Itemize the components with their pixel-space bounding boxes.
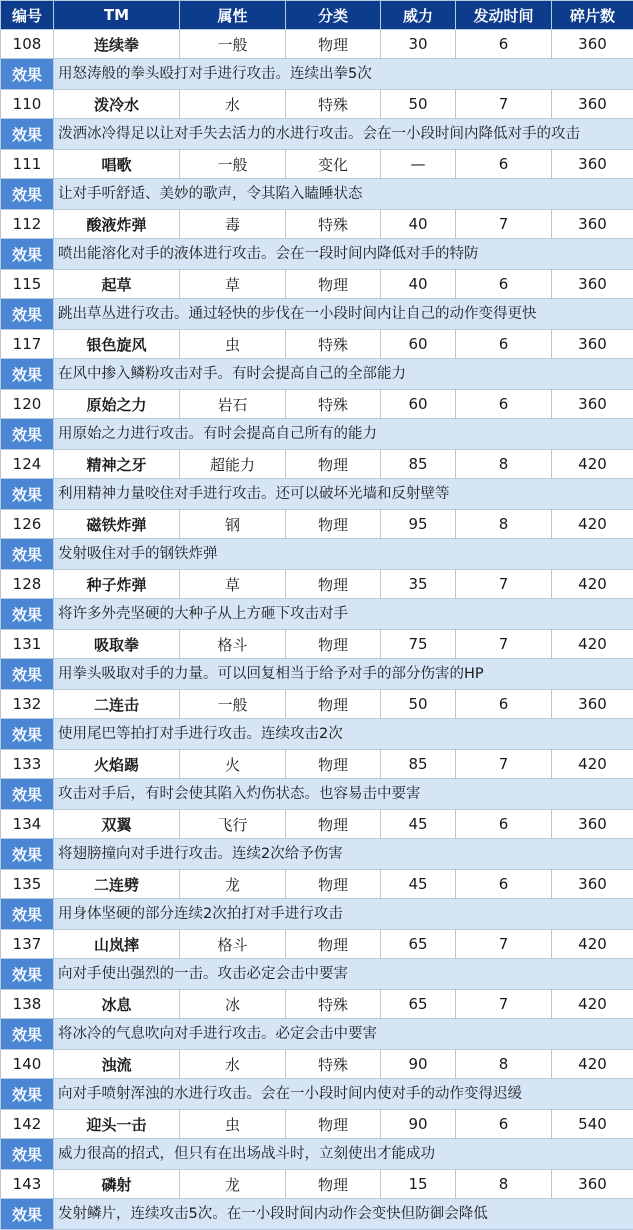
move-category: 物理 bbox=[286, 870, 381, 899]
effect-row bbox=[1, 479, 633, 510]
move-name: 磷射 bbox=[54, 1170, 180, 1199]
move-power: 60 bbox=[381, 390, 456, 419]
move-row bbox=[1, 330, 633, 359]
move-power: 50 bbox=[381, 690, 456, 719]
move-shards: 360 bbox=[552, 150, 633, 179]
move-shards: 360 bbox=[552, 690, 633, 719]
move-shards: 420 bbox=[552, 570, 633, 599]
effect-row bbox=[1, 59, 633, 90]
move-category: 特殊 bbox=[286, 390, 381, 419]
move-shards: 360 bbox=[552, 870, 633, 899]
move-shards: 420 bbox=[552, 630, 633, 659]
move-num: 115 bbox=[1, 270, 54, 299]
move-name: 浊流 bbox=[54, 1050, 180, 1079]
move-cast-time: 6 bbox=[456, 810, 552, 839]
move-row bbox=[1, 270, 633, 299]
effect-label: 效果 bbox=[1, 239, 54, 270]
move-category: 物理 bbox=[286, 750, 381, 779]
effect-label: 效果 bbox=[1, 299, 54, 330]
move-cast-time: 7 bbox=[456, 570, 552, 599]
effect-label: 效果 bbox=[1, 839, 54, 870]
move-shards: 360 bbox=[552, 270, 633, 299]
effect-text: 让对手听舒适、美妙的歌声，令其陷入瞌睡状态 bbox=[54, 179, 633, 210]
move-row bbox=[1, 510, 633, 539]
move-row bbox=[1, 150, 633, 179]
move-cast-time: 8 bbox=[456, 1170, 552, 1199]
move-name: 原始之力 bbox=[54, 390, 180, 419]
effect-label: 效果 bbox=[1, 1199, 54, 1230]
effect-text: 泼洒冰冷得足以让对手失去活力的水进行攻击。会在一小段时间内降低对手的攻击 bbox=[54, 119, 633, 150]
effect-label: 效果 bbox=[1, 59, 54, 90]
move-name: 种子炸弹 bbox=[54, 570, 180, 599]
move-row bbox=[1, 1050, 633, 1079]
move-cast-time: 7 bbox=[456, 210, 552, 239]
move-name: 冰息 bbox=[54, 990, 180, 1019]
move-name: 吸取拳 bbox=[54, 630, 180, 659]
move-type: 一般 bbox=[180, 150, 286, 179]
move-num: 137 bbox=[1, 930, 54, 959]
move-category: 物理 bbox=[286, 270, 381, 299]
effect-label: 效果 bbox=[1, 899, 54, 930]
effect-row bbox=[1, 839, 633, 870]
move-type: 钢 bbox=[180, 510, 286, 539]
move-type: 龙 bbox=[180, 1170, 286, 1199]
effect-label: 效果 bbox=[1, 479, 54, 510]
move-shards: 420 bbox=[552, 510, 633, 539]
move-row bbox=[1, 630, 633, 659]
effect-label: 效果 bbox=[1, 1019, 54, 1050]
effect-text: 发射鳞片，连续攻击5次。在一小段时间内动作会变快但防御会降低 bbox=[54, 1199, 633, 1230]
effect-row bbox=[1, 359, 633, 390]
move-type: 草 bbox=[180, 270, 286, 299]
move-power: — bbox=[381, 150, 456, 179]
effect-label: 效果 bbox=[1, 179, 54, 210]
move-num: 138 bbox=[1, 990, 54, 1019]
move-cast-time: 6 bbox=[456, 870, 552, 899]
move-type: 虫 bbox=[180, 330, 286, 359]
move-type: 冰 bbox=[180, 990, 286, 1019]
move-num: 111 bbox=[1, 150, 54, 179]
move-category: 特殊 bbox=[286, 330, 381, 359]
effect-text: 在风中掺入鳞粉攻击对手。有时会提高自己的全部能力 bbox=[54, 359, 633, 390]
move-cast-time: 6 bbox=[456, 150, 552, 179]
move-num: 134 bbox=[1, 810, 54, 839]
effect-label: 效果 bbox=[1, 419, 54, 450]
move-cast-time: 6 bbox=[456, 270, 552, 299]
move-num: 117 bbox=[1, 330, 54, 359]
move-name: 起草 bbox=[54, 270, 180, 299]
move-shards: 360 bbox=[552, 90, 633, 119]
effect-row bbox=[1, 239, 633, 270]
effect-row bbox=[1, 1019, 633, 1050]
move-num: 140 bbox=[1, 1050, 54, 1079]
move-row bbox=[1, 30, 633, 59]
move-category: 物理 bbox=[286, 510, 381, 539]
move-power: 40 bbox=[381, 270, 456, 299]
move-name: 精神之牙 bbox=[54, 450, 180, 479]
move-type: 格斗 bbox=[180, 930, 286, 959]
move-cast-time: 6 bbox=[456, 30, 552, 59]
move-type: 虫 bbox=[180, 1110, 286, 1139]
move-shards: 420 bbox=[552, 990, 633, 1019]
move-power: 75 bbox=[381, 630, 456, 659]
move-shards: 540 bbox=[552, 1110, 633, 1139]
move-name: 二连劈 bbox=[54, 870, 180, 899]
effect-row bbox=[1, 1199, 633, 1230]
effect-text: 使用尾巴等拍打对手进行攻击。连续攻击2次 bbox=[54, 719, 633, 750]
effect-label: 效果 bbox=[1, 1079, 54, 1110]
move-name: 连续拳 bbox=[54, 30, 180, 59]
move-num: 112 bbox=[1, 210, 54, 239]
move-category: 特殊 bbox=[286, 990, 381, 1019]
header-shards: 碎片数 bbox=[552, 1, 633, 30]
move-num: 133 bbox=[1, 750, 54, 779]
effect-text: 利用精神力量咬住对手进行攻击。还可以破坏光墙和反射壁等 bbox=[54, 479, 633, 510]
effect-row bbox=[1, 299, 633, 330]
move-cast-time: 7 bbox=[456, 990, 552, 1019]
move-type: 飞行 bbox=[180, 810, 286, 839]
move-category: 物理 bbox=[286, 1170, 381, 1199]
effect-text: 攻击对手后，有时会使其陷入灼伤状态。也容易击中要害 bbox=[54, 779, 633, 810]
move-category: 物理 bbox=[286, 1110, 381, 1139]
move-num: 126 bbox=[1, 510, 54, 539]
move-cast-time: 6 bbox=[456, 330, 552, 359]
effect-row bbox=[1, 419, 633, 450]
move-cast-time: 7 bbox=[456, 750, 552, 779]
move-row bbox=[1, 750, 633, 779]
effect-text: 向对手使出强烈的一击。攻击必定会击中要害 bbox=[54, 959, 633, 990]
move-row bbox=[1, 1170, 633, 1199]
effect-row bbox=[1, 1139, 633, 1170]
move-shards: 420 bbox=[552, 930, 633, 959]
move-cast-time: 7 bbox=[456, 930, 552, 959]
move-name: 银色旋风 bbox=[54, 330, 180, 359]
effect-text: 跳出草丛进行攻击。通过轻快的步伐在一小段时间内让自己的动作变得更快 bbox=[54, 299, 633, 330]
move-power: 15 bbox=[381, 1170, 456, 1199]
move-cast-time: 7 bbox=[456, 90, 552, 119]
move-power: 35 bbox=[381, 570, 456, 599]
move-num: 120 bbox=[1, 390, 54, 419]
move-power: 90 bbox=[381, 1050, 456, 1079]
move-shards: 360 bbox=[552, 1170, 633, 1199]
header-row bbox=[1, 1, 633, 30]
move-row bbox=[1, 990, 633, 1019]
header-cast-time: 发动时间 bbox=[456, 1, 552, 30]
move-num: 124 bbox=[1, 450, 54, 479]
header-num: 编号 bbox=[1, 1, 54, 30]
effect-label: 效果 bbox=[1, 599, 54, 630]
move-shards: 360 bbox=[552, 30, 633, 59]
header-tm: TM bbox=[54, 1, 180, 30]
effect-label: 效果 bbox=[1, 359, 54, 390]
move-num: 132 bbox=[1, 690, 54, 719]
move-num: 142 bbox=[1, 1110, 54, 1139]
effect-text: 将翅膀撞向对手进行攻击。连续2次给予伤害 bbox=[54, 839, 633, 870]
move-name: 二连击 bbox=[54, 690, 180, 719]
move-power: 45 bbox=[381, 810, 456, 839]
move-power: 50 bbox=[381, 90, 456, 119]
move-name: 双翼 bbox=[54, 810, 180, 839]
move-row bbox=[1, 450, 633, 479]
move-name: 火焰踢 bbox=[54, 750, 180, 779]
move-category: 物理 bbox=[286, 690, 381, 719]
move-power: 65 bbox=[381, 930, 456, 959]
move-name: 山岚摔 bbox=[54, 930, 180, 959]
effect-label: 效果 bbox=[1, 539, 54, 570]
move-num: 131 bbox=[1, 630, 54, 659]
move-type: 草 bbox=[180, 570, 286, 599]
effect-label: 效果 bbox=[1, 659, 54, 690]
move-num: 135 bbox=[1, 870, 54, 899]
move-power: 30 bbox=[381, 30, 456, 59]
move-category: 物理 bbox=[286, 630, 381, 659]
effect-text: 用怒涛般的拳头殴打对手进行攻击。连续出拳5次 bbox=[54, 59, 633, 90]
move-num: 128 bbox=[1, 570, 54, 599]
move-name: 磁铁炸弹 bbox=[54, 510, 180, 539]
move-type: 火 bbox=[180, 750, 286, 779]
effect-text: 喷出能溶化对手的液体进行攻击。会在一段时间内降低对手的特防 bbox=[54, 239, 633, 270]
move-row bbox=[1, 690, 633, 719]
move-category: 物理 bbox=[286, 570, 381, 599]
move-type: 一般 bbox=[180, 30, 286, 59]
move-name: 迎头一击 bbox=[54, 1110, 180, 1139]
effect-label: 效果 bbox=[1, 1139, 54, 1170]
effect-text: 将冰冷的气息吹向对手进行攻击。必定会击中要害 bbox=[54, 1019, 633, 1050]
move-name: 唱歌 bbox=[54, 150, 180, 179]
move-cast-time: 6 bbox=[456, 1110, 552, 1139]
header-type: 属性 bbox=[180, 1, 286, 30]
effect-text: 用身体坚硬的部分连续2次拍打对手进行攻击 bbox=[54, 899, 633, 930]
move-type: 毒 bbox=[180, 210, 286, 239]
move-type: 龙 bbox=[180, 870, 286, 899]
move-shards: 360 bbox=[552, 330, 633, 359]
effect-row bbox=[1, 539, 633, 570]
move-category: 特殊 bbox=[286, 90, 381, 119]
move-row bbox=[1, 390, 633, 419]
move-cast-time: 8 bbox=[456, 1050, 552, 1079]
move-cast-time: 6 bbox=[456, 690, 552, 719]
move-category: 变化 bbox=[286, 150, 381, 179]
effect-label: 效果 bbox=[1, 119, 54, 150]
move-type: 超能力 bbox=[180, 450, 286, 479]
effect-text: 将许多外壳坚硬的大种子从上方砸下攻击对手 bbox=[54, 599, 633, 630]
effect-label: 效果 bbox=[1, 779, 54, 810]
effect-row bbox=[1, 119, 633, 150]
move-category: 物理 bbox=[286, 930, 381, 959]
move-power: 65 bbox=[381, 990, 456, 1019]
move-row bbox=[1, 90, 633, 119]
move-name: 泼冷水 bbox=[54, 90, 180, 119]
move-power: 95 bbox=[381, 510, 456, 539]
move-row bbox=[1, 210, 633, 239]
move-cast-time: 7 bbox=[456, 630, 552, 659]
move-row bbox=[1, 570, 633, 599]
move-shards: 360 bbox=[552, 210, 633, 239]
move-row bbox=[1, 810, 633, 839]
move-category: 物理 bbox=[286, 450, 381, 479]
effect-row bbox=[1, 719, 633, 750]
effect-row bbox=[1, 779, 633, 810]
move-row bbox=[1, 870, 633, 899]
effect-row bbox=[1, 599, 633, 630]
move-num: 143 bbox=[1, 1170, 54, 1199]
move-name: 酸液炸弹 bbox=[54, 210, 180, 239]
effect-text: 向对手喷射浑浊的水进行攻击。会在一小段时间内使对手的动作变得迟缓 bbox=[54, 1079, 633, 1110]
move-category: 特殊 bbox=[286, 1050, 381, 1079]
move-shards: 420 bbox=[552, 450, 633, 479]
move-power: 40 bbox=[381, 210, 456, 239]
move-num: 108 bbox=[1, 30, 54, 59]
move-shards: 360 bbox=[552, 390, 633, 419]
move-shards: 420 bbox=[552, 1050, 633, 1079]
move-type: 格斗 bbox=[180, 630, 286, 659]
move-type: 一般 bbox=[180, 690, 286, 719]
effect-text: 用原始之力进行攻击。有时会提高自己所有的能力 bbox=[54, 419, 633, 450]
move-cast-time: 8 bbox=[456, 450, 552, 479]
effect-text: 威力很高的招式，但只有在出场战斗时，立刻使出才能成功 bbox=[54, 1139, 633, 1170]
effect-label: 效果 bbox=[1, 719, 54, 750]
effect-row bbox=[1, 179, 633, 210]
header-power: 威力 bbox=[381, 1, 456, 30]
move-row bbox=[1, 1110, 633, 1139]
effect-text: 用拳头吸取对手的力量。可以回复相当于给予对手的部分伤害的HP bbox=[54, 659, 633, 690]
effect-row bbox=[1, 659, 633, 690]
move-type: 水 bbox=[180, 1050, 286, 1079]
move-power: 90 bbox=[381, 1110, 456, 1139]
move-shards: 420 bbox=[552, 750, 633, 779]
effect-row bbox=[1, 959, 633, 990]
move-power: 85 bbox=[381, 750, 456, 779]
move-category: 物理 bbox=[286, 30, 381, 59]
move-num: 110 bbox=[1, 90, 54, 119]
move-power: 85 bbox=[381, 450, 456, 479]
move-cast-time: 6 bbox=[456, 390, 552, 419]
move-type: 水 bbox=[180, 90, 286, 119]
move-type: 岩石 bbox=[180, 390, 286, 419]
move-cast-time: 8 bbox=[456, 510, 552, 539]
effect-row bbox=[1, 899, 633, 930]
effect-row bbox=[1, 1079, 633, 1110]
move-power: 60 bbox=[381, 330, 456, 359]
move-shards: 360 bbox=[552, 810, 633, 839]
move-category: 特殊 bbox=[286, 210, 381, 239]
move-row bbox=[1, 930, 633, 959]
move-category: 物理 bbox=[286, 810, 381, 839]
effect-label: 效果 bbox=[1, 959, 54, 990]
effect-text: 发射吸住对手的钢铁炸弹 bbox=[54, 539, 633, 570]
header-category: 分类 bbox=[286, 1, 381, 30]
move-power: 45 bbox=[381, 870, 456, 899]
